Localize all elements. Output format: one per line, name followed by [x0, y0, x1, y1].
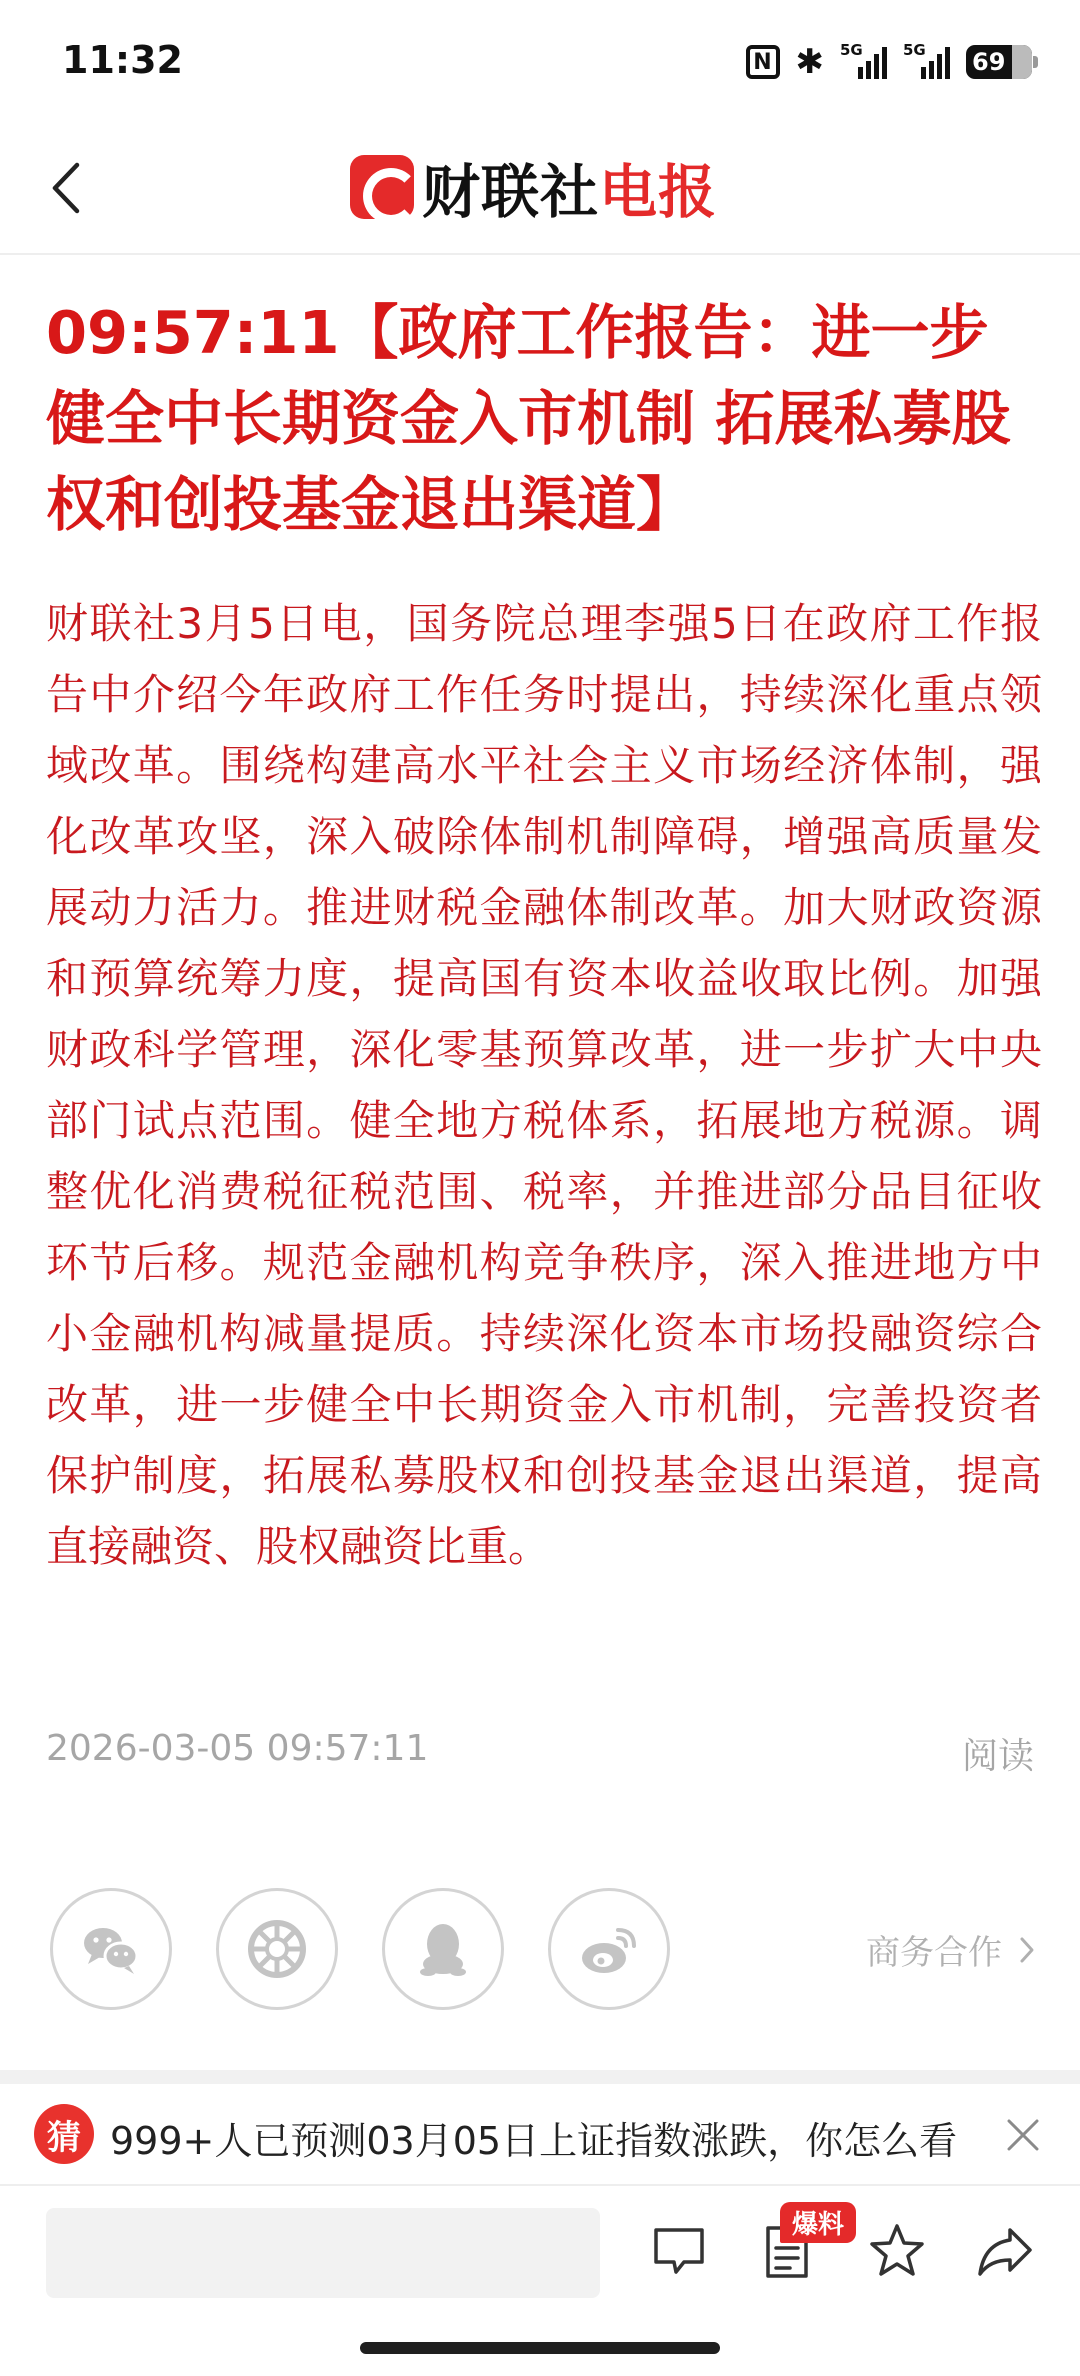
qq-icon — [408, 1914, 478, 1984]
share-button[interactable] — [970, 2216, 1040, 2286]
comment-input[interactable] — [46, 2208, 600, 2298]
read-count-label: 阅读 — [961, 1736, 1034, 1777]
battery-icon — [966, 45, 1032, 79]
status-icons — [746, 40, 1033, 84]
publish-time: 2026-03-05 09:57:11 — [46, 1728, 429, 1769]
close-icon — [1005, 2117, 1041, 2153]
baoliao-badge: 爆料 — [780, 2202, 856, 2243]
article-body: 财联社3月5日电，国务院总理李强5日在政府工作报告中介绍今年政府工作任务时提出，持续深化重点领域改革。围绕构建高水平社会主义市场经济体制，强化改革攻坚，深入破除体制机制障碍，增强高质量发展动力活力。推进财税金融体制改革。加大财政资源和预算统筹力度，提高国有资本收益收取比例。加强财政科学管理，深化零基预算改革，进一步扩大中央部门试点范围。健全地方税体系，拓展地方税源。调整优化消费税征税范围、税率，并推进部分品目征收环节后移。规范金融机构竞争秩序，深入推进地方中小金融机构减量提质。持续深化资本市场投融资综合改革，进一步健全中长期资金入市机制，完善投资者保护制度，拓展私募股权和创投基金退出渠道，提高直接融资、股权融资比重。 — [46, 599, 1042, 1571]
comment-icon — [648, 2220, 710, 2282]
share-moments-button[interactable] — [216, 1888, 338, 2010]
cls-logo-icon — [350, 155, 414, 219]
share-weibo-button[interactable] — [548, 1888, 670, 2010]
back-button[interactable] — [36, 154, 96, 222]
business-cooperation-link[interactable] — [866, 1925, 1036, 1974]
status-time: 11:32 — [62, 38, 183, 82]
section-divider — [0, 2070, 1080, 2084]
network-type-label-2: 5G — [903, 41, 926, 59]
home-indicator[interactable] — [360, 2342, 720, 2354]
moments-icon — [242, 1914, 312, 1984]
signal-icon-2 — [903, 41, 950, 79]
favorite-button[interactable] — [862, 2216, 932, 2286]
logo-text-main: 财联社 — [422, 158, 600, 226]
logo-text-accent: 电报 — [599, 158, 718, 226]
cls-telegraph-logo — [350, 150, 717, 224]
star-icon — [866, 2220, 928, 2282]
close-banner-button[interactable] — [996, 2108, 1050, 2162]
article-headline: 09:57:11【政府工作报告：进一步健全中长期资金入市机制 拓展私募股权和创投基金退出渠道】 — [46, 298, 1011, 539]
business-cooperation-label: 商务合作 — [866, 1933, 1002, 1973]
weibo-icon — [574, 1914, 644, 1984]
prediction-text[interactable]: 999+人已预测03月05日上证指数涨跌，你怎么看 — [110, 2119, 958, 2163]
share-wechat-button[interactable] — [50, 1888, 172, 2010]
chevron-right-icon — [1018, 1935, 1036, 1965]
share-arrow-icon — [974, 2220, 1036, 2282]
bluetooth-icon: ✱ — [795, 42, 824, 82]
network-type-label: 5G — [840, 41, 863, 59]
battery-level: 69 — [972, 48, 1006, 76]
share-qq-button[interactable] — [382, 1888, 504, 2010]
app-header — [0, 120, 1080, 255]
chevron-left-icon — [49, 161, 83, 215]
prediction-banner[interactable] — [0, 2084, 1080, 2184]
status-bar — [0, 0, 1080, 120]
guess-badge: 猜 — [34, 2104, 94, 2164]
nfc-icon: N — [746, 45, 780, 79]
share-row — [50, 1888, 670, 2010]
wechat-icon — [76, 1914, 146, 1984]
comment-button[interactable] — [644, 2216, 714, 2286]
signal-icon — [840, 41, 887, 79]
